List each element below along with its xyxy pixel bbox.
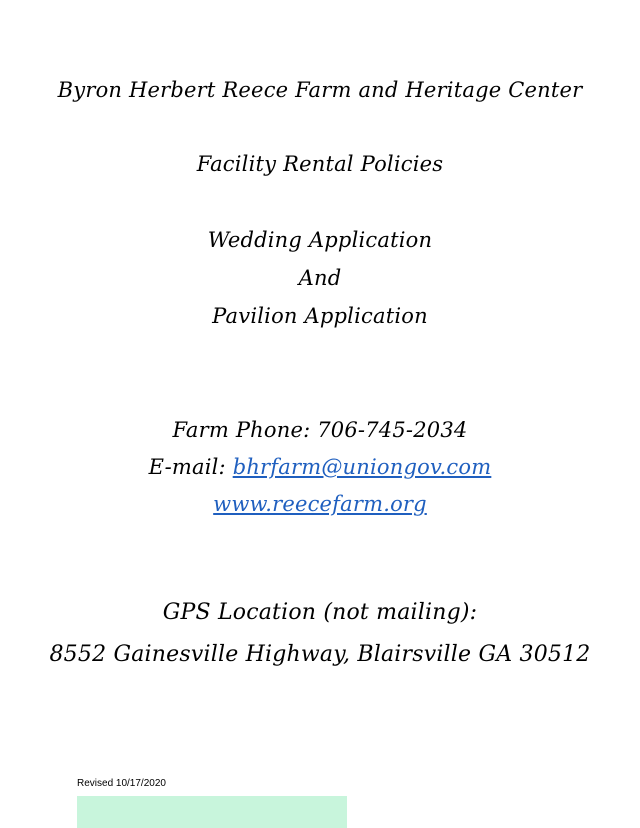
document-subtitle: Facility Rental Policies	[196, 152, 444, 176]
and-conjunction: And	[298, 266, 342, 290]
revised-date: Revised 10/17/2020	[77, 778, 166, 789]
wedding-application-heading: Wedding Application	[207, 228, 433, 252]
farm-phone: Farm Phone: 706-745-2034	[172, 418, 468, 442]
email-label: E-mail:	[148, 455, 233, 479]
website-link[interactable]: www.reecefarm.org	[213, 492, 427, 516]
gps-location-heading: GPS Location (not mailing):	[162, 600, 478, 625]
email-link[interactable]: bhrfarm@uniongov.com	[232, 455, 492, 479]
website-line	[0, 492, 640, 516]
pavilion-application-heading: Pavilion Application	[212, 304, 428, 328]
highlight-bar	[77, 796, 347, 828]
email-line	[0, 455, 640, 479]
gps-address: 8552 Gainesville Highway, Blairsville GA 30512	[49, 642, 591, 667]
document-title: Byron Herbert Reece Farm and Heritage Center	[57, 78, 583, 102]
